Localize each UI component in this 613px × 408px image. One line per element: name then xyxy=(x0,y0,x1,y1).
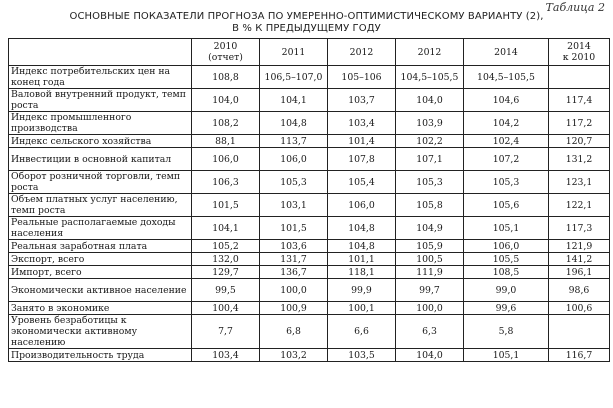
value-cell: 104,5–105,5 xyxy=(396,66,464,89)
value-cell: 196,1 xyxy=(549,266,610,279)
value-cell: 108,8 xyxy=(192,66,260,89)
value-cell: 104,2 xyxy=(464,112,549,135)
header-cell-2011: 2011 xyxy=(260,39,328,66)
row-label: Объем платных услуг населению, темп роста xyxy=(9,194,192,217)
value-cell: 99,5 xyxy=(192,279,260,302)
header-2014-year: 2014 xyxy=(567,41,591,52)
value-cell: 105,3 xyxy=(464,171,549,194)
title-line-2: В % К ПРЕДЫДУЩЕМУ ГОДУ xyxy=(232,23,381,34)
table-row xyxy=(9,135,610,148)
value-cell: 104,8 xyxy=(260,112,328,135)
header-2014-note: к 2010 xyxy=(562,52,596,63)
value-cell: 6,3 xyxy=(396,315,464,349)
row-label: Реальная заработная плата xyxy=(9,240,192,253)
header-cell-2014: 2014 xyxy=(464,39,549,66)
value-cell: 104,0 xyxy=(396,89,464,112)
row-label: Импорт, всего xyxy=(9,266,192,279)
value-cell: 99,7 xyxy=(396,279,464,302)
table-row xyxy=(9,66,610,89)
value-cell: 105,9 xyxy=(396,240,464,253)
value-cell: 136,7 xyxy=(260,266,328,279)
value-cell: 117,4 xyxy=(549,89,610,112)
table-row xyxy=(9,171,610,194)
header-cell-2012a: 2012 xyxy=(328,39,396,66)
table-row xyxy=(9,89,610,112)
value-cell: 100,9 xyxy=(260,302,328,315)
value-cell: 102,4 xyxy=(464,135,549,148)
row-label: Производительность труда xyxy=(9,349,192,362)
table-row xyxy=(9,253,610,266)
value-cell: 107,1 xyxy=(396,148,464,171)
row-label: Экономически активное население xyxy=(9,279,192,302)
value-cell: 111,9 xyxy=(396,266,464,279)
header-2010-note: (отчет) xyxy=(208,52,243,63)
table-row xyxy=(9,266,610,279)
value-cell: 101,4 xyxy=(328,135,396,148)
value-cell: 102,2 xyxy=(396,135,464,148)
value-cell: 117,2 xyxy=(549,112,610,135)
value-cell: 105,2 xyxy=(192,240,260,253)
value-cell: 101,5 xyxy=(260,217,328,240)
value-cell: 106,0 xyxy=(328,194,396,217)
row-label: Индекс сельского хозяйства xyxy=(9,135,192,148)
value-cell: 99,0 xyxy=(464,279,549,302)
table-row xyxy=(9,148,610,171)
table-row xyxy=(9,112,610,135)
value-cell: 100,6 xyxy=(549,302,610,315)
value-cell: 104,6 xyxy=(464,89,549,112)
value-cell: 100,0 xyxy=(396,302,464,315)
value-cell: 101,1 xyxy=(328,253,396,266)
value-cell: 105,3 xyxy=(260,171,328,194)
value-cell: 103,4 xyxy=(192,349,260,362)
forecast-table xyxy=(8,38,610,362)
header-cell-2014-to-2010 xyxy=(549,39,610,66)
value-cell: 107,2 xyxy=(464,148,549,171)
value-cell: 6,6 xyxy=(328,315,396,349)
header-cell-label xyxy=(9,39,192,66)
row-label: Индекс промышленного производства xyxy=(9,112,192,135)
header-row xyxy=(9,39,610,66)
value-cell: 105,1 xyxy=(464,349,549,362)
table-title xyxy=(0,11,613,35)
row-label: Занято в экономике xyxy=(9,302,192,315)
value-cell: 106,3 xyxy=(192,171,260,194)
value-cell: 123,1 xyxy=(549,171,610,194)
value-cell xyxy=(549,66,610,89)
value-cell: 105,3 xyxy=(396,171,464,194)
header-2010-year: 2010 xyxy=(213,41,238,52)
value-cell: 103,5 xyxy=(328,349,396,362)
value-cell: 106,0 xyxy=(260,148,328,171)
value-cell: 103,4 xyxy=(328,112,396,135)
value-cell: 104,0 xyxy=(396,349,464,362)
value-cell: 104,1 xyxy=(260,89,328,112)
value-cell: 107,8 xyxy=(328,148,396,171)
value-cell: 103,6 xyxy=(260,240,328,253)
value-cell: 100,4 xyxy=(192,302,260,315)
value-cell: 106,0 xyxy=(192,148,260,171)
value-cell: 105,8 xyxy=(396,194,464,217)
value-cell: 108,2 xyxy=(192,112,260,135)
table-row xyxy=(9,349,610,362)
value-cell: 141,2 xyxy=(549,253,610,266)
value-cell: 105,1 xyxy=(464,217,549,240)
value-cell: 88,1 xyxy=(192,135,260,148)
value-cell: 103,7 xyxy=(328,89,396,112)
value-cell: 103,1 xyxy=(260,194,328,217)
value-cell: 100,1 xyxy=(328,302,396,315)
value-cell: 5,8 xyxy=(464,315,549,349)
value-cell: 131,2 xyxy=(549,148,610,171)
value-cell: 100,5 xyxy=(396,253,464,266)
value-cell: 104,9 xyxy=(396,217,464,240)
value-cell: 99,9 xyxy=(328,279,396,302)
value-cell: 129,7 xyxy=(192,266,260,279)
value-cell: 106,0 xyxy=(464,240,549,253)
value-cell: 104,5–105,5 xyxy=(464,66,549,89)
value-cell: 132,0 xyxy=(192,253,260,266)
value-cell: 105,5 xyxy=(464,253,549,266)
value-cell: 99,6 xyxy=(464,302,549,315)
row-label: Валовой внутренний продукт, темп роста xyxy=(9,89,192,112)
value-cell: 116,7 xyxy=(549,349,610,362)
value-cell: 118,1 xyxy=(328,266,396,279)
value-cell: 98,6 xyxy=(549,279,610,302)
value-cell: 104,0 xyxy=(192,89,260,112)
table-row xyxy=(9,279,610,302)
value-cell: 131,7 xyxy=(260,253,328,266)
value-cell: 113,7 xyxy=(260,135,328,148)
value-cell: 103,2 xyxy=(260,349,328,362)
value-cell: 100,0 xyxy=(260,279,328,302)
header-cell-2012b: 2012 xyxy=(396,39,464,66)
value-cell xyxy=(549,315,610,349)
row-label: Индекс потребительских цен на конец года xyxy=(9,66,192,89)
table-row xyxy=(9,240,610,253)
value-cell: 121,9 xyxy=(549,240,610,253)
row-label: Реальные располагаемые доходы населения xyxy=(9,217,192,240)
value-cell: 6,8 xyxy=(260,315,328,349)
value-cell: 103,9 xyxy=(396,112,464,135)
value-cell: 122,1 xyxy=(549,194,610,217)
table-number: Таблица 2 xyxy=(545,1,605,14)
row-label: Оборот розничной торговли, темп роста xyxy=(9,171,192,194)
value-cell: 105,6 xyxy=(464,194,549,217)
value-cell: 117,3 xyxy=(549,217,610,240)
value-cell: 104,1 xyxy=(192,217,260,240)
value-cell: 101,5 xyxy=(192,194,260,217)
row-label: Экспорт, всего xyxy=(9,253,192,266)
table-row xyxy=(9,194,610,217)
value-cell: 104,8 xyxy=(328,240,396,253)
row-label: Инвестиции в основной капитал xyxy=(9,148,192,171)
title-line-1: ОСНОВНЫЕ ПОКАЗАТЕЛИ ПРОГНОЗА ПО УМЕРЕННО-ОПТИМИСТИЧЕСКОМУ ВАРИАНТУ (2), xyxy=(69,11,544,22)
value-cell: 7,7 xyxy=(192,315,260,349)
value-cell: 104,8 xyxy=(328,217,396,240)
value-cell: 106,5–107,0 xyxy=(260,66,328,89)
table-row xyxy=(9,302,610,315)
table-row xyxy=(9,217,610,240)
table-row xyxy=(9,315,610,349)
value-cell: 120,7 xyxy=(549,135,610,148)
value-cell: 108,5 xyxy=(464,266,549,279)
row-label: Уровень безработицы к экономически активному населению xyxy=(9,315,192,349)
header-cell-2010 xyxy=(192,39,260,66)
value-cell: 105,4 xyxy=(328,171,396,194)
value-cell: 105–106 xyxy=(328,66,396,89)
